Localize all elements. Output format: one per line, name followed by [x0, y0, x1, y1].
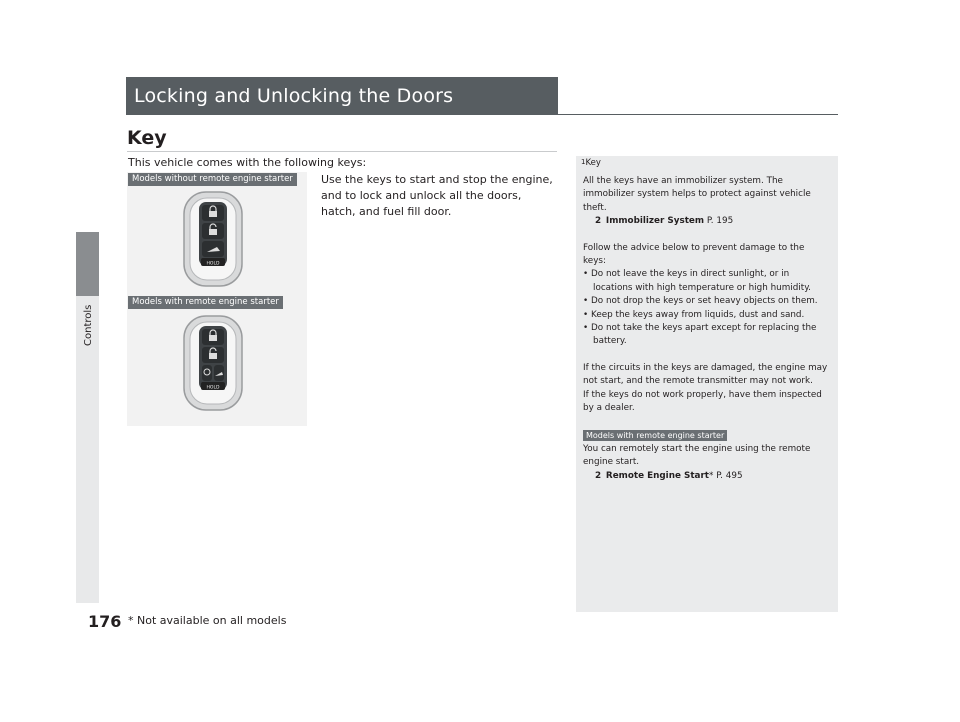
- list-item: • Keep the keys away from liquids, dust and sand.: [583, 309, 805, 320]
- sidebar-content: [583, 175, 828, 483]
- ref-arrow-icon: 2: [595, 470, 602, 481]
- ref-title: Remote Engine Start: [605, 470, 710, 481]
- ref-arrow-icon: 2: [595, 216, 602, 227]
- list-item: • Do not take the keys apart except for replacing the battery.: [583, 323, 817, 347]
- ref-remote-start-link[interactable]: [583, 470, 828, 483]
- ref-asterisk: *: [709, 470, 714, 481]
- ref-title: Immobilizer System: [605, 216, 705, 227]
- list-item: • Do not drop the keys or set heavy objects on them.: [583, 296, 818, 307]
- chapter-tab: [76, 232, 99, 296]
- list-item-text: Keep the keys away from liquids, dust and sand.: [591, 309, 805, 320]
- page-number: 176: [88, 612, 122, 631]
- note-ref-icon: 1: [581, 158, 586, 166]
- chapter-label: Controls: [83, 304, 94, 346]
- key-fob-standard-icon: [182, 190, 244, 288]
- ref-immobilizer-link[interactable]: [583, 215, 828, 228]
- label-without-remote-starter: Models without remote engine starter: [128, 173, 297, 186]
- list-item-text: Do not take the keys apart except for replacing the battery.: [591, 323, 817, 347]
- sidebar-heading-text: Key: [585, 158, 601, 168]
- footnote: * Not available on all models: [128, 614, 287, 627]
- list-item-text: Do not leave the keys in direct sunlight, or in locations with high temperature or high humidity.: [591, 269, 811, 293]
- page-title: Locking and Unlocking the Doors: [126, 77, 558, 115]
- sidebar-para-advice: Follow the advice below to prevent damage to the keys:: [583, 242, 805, 267]
- sidebar-heading: [581, 158, 601, 168]
- section-rule: [127, 151, 557, 152]
- section-heading: Key: [127, 127, 167, 149]
- hold-label: HOLD: [206, 385, 220, 391]
- title-rule: [558, 114, 838, 115]
- ref-page: P. 195: [706, 216, 734, 227]
- intro-text: This vehicle comes with the following keys:: [128, 156, 367, 169]
- label-with-remote-starter: Models with remote engine starter: [128, 296, 283, 309]
- body-text: Use the keys to start and stop the engine, and to lock and unlock all the doors, hatch, and fuel fill door.: [321, 173, 553, 218]
- sidebar-para-dealer: If the keys do not work properly, have them inspected by a dealer.: [583, 389, 822, 414]
- key-fob-remote-start-icon: [182, 314, 244, 412]
- model-badge: Models with remote engine starter: [583, 430, 727, 441]
- list-item: • Do not leave the keys in direct sunlight, or in locations with high temperature or high humidity.: [583, 269, 811, 293]
- sidebar-para-remote-start: You can remotely start the engine using the remote engine start.: [583, 443, 811, 468]
- sidebar-para-immobilizer: All the keys have an immobilizer system. The immobilizer system helps to protect against vehicle theft.: [583, 176, 811, 213]
- hold-label: HOLD: [206, 261, 220, 267]
- list-item-text: Do not drop the keys or set heavy objects on them.: [591, 296, 818, 307]
- ref-page: P. 495: [716, 470, 743, 481]
- sidebar-para-circuits: If the circuits in the keys are damaged, the engine may not start, and the remote transmitter may not work.: [583, 362, 828, 387]
